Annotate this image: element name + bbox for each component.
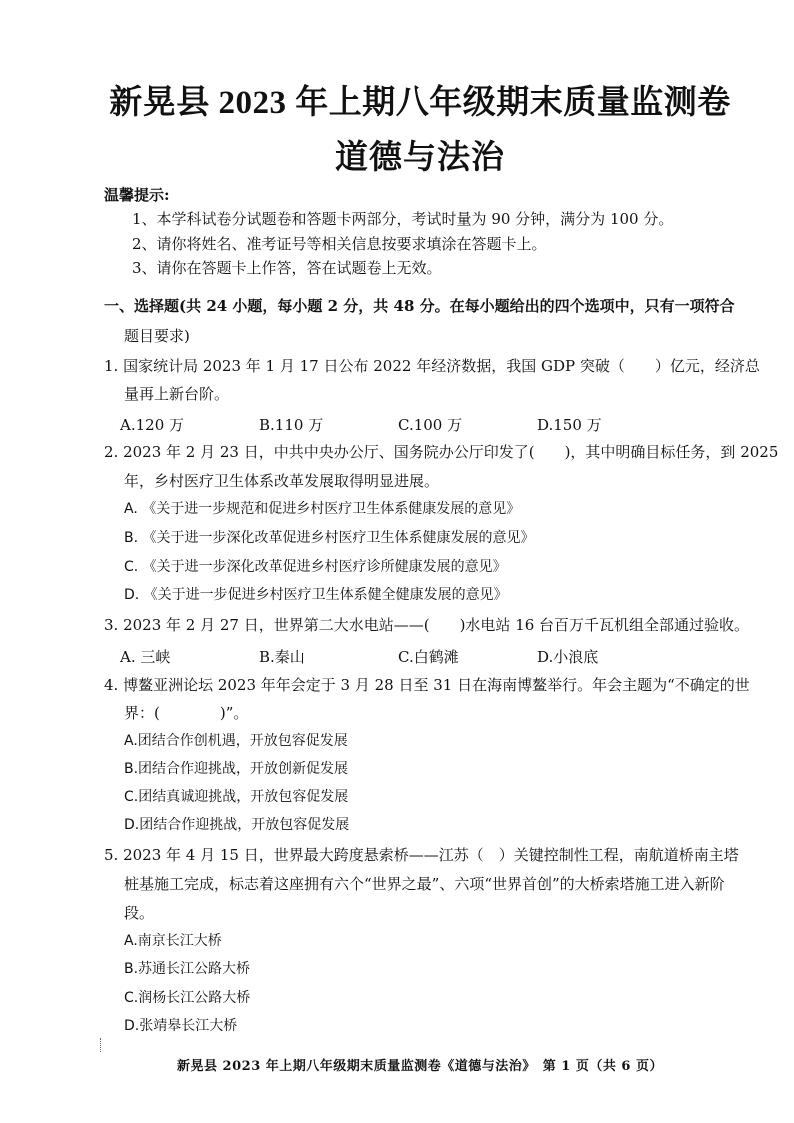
q4-option-c: C.团结真诚迎挑战，开放包容促发展 [124, 789, 349, 805]
q2-option-d: D. 《关于进一步促进乡村医疗卫生体系健全健康发展的意见》 [124, 587, 508, 603]
q5-line1: 5. 2023 年 4 月 15 日，世界最大跨度悬索桥——江苏（ ）关键控制性工程，南航道桥南主塔 [104, 846, 739, 864]
q4-line2: 界：( )”。 [124, 704, 249, 722]
notice-item-3: 3、请你在答题卡上作答，答在试题卷上无效。 [132, 259, 442, 277]
q1-option-a: A.120 万 [120, 416, 184, 434]
scan-dots [100, 1038, 103, 1052]
section-heading-line2: 题目要求) [124, 327, 190, 345]
q5-option-b: B.苏通长江公路大桥 [124, 961, 251, 977]
notice-item-1: 1、本学科试卷分试题卷和答题卡两部分，考试时量为 90 分钟，满分为 100 分。 [132, 210, 674, 228]
q5-line3: 段。 [124, 904, 155, 922]
q5-line2: 桩基施工完成，标志着这座拥有六个“世界之最”、六项“世界首创”的大桥索塔施工进入新阶 [124, 875, 725, 893]
q3-option-c: C.白鹤滩 [398, 648, 459, 666]
q3-line1: 3. 2023 年 2 月 27 日，世界第二大水电站——( )水电站 16 台百万千瓦机组全部通过验收。 [104, 616, 750, 634]
q5-option-d: D.张靖皋长江大桥 [124, 1018, 238, 1034]
q5-option-a: A.南京长江大桥 [124, 933, 222, 949]
q2-line1: 2. 2023 年 2 月 23 日，中共中央办公厅、国务院办公厅印发了( )，其中明确目标任务，到 2025 [104, 443, 779, 461]
q1-option-b: B.110 万 [259, 416, 324, 434]
page-footer: 新晃县 2023 年上期八年级期末质量监测卷《道德与法治》 第 1 页（共 6 页） [177, 1059, 663, 1074]
section-heading-line1: 一、选择题(共 24 小题，每小题 2 分，共 48 分。在每小题给出的四个选项中，只有一项符合 [104, 297, 735, 315]
q4-line1: 4. 博鳌亚洲论坛 2023 年年会定于 3 月 28 日至 31 日在海南博鳌举行。年会主题为“不确定的世 [104, 676, 750, 694]
subject-title: 道德与法治 [335, 140, 505, 176]
notice-item-2: 2、请你将姓名、准考证号等相关信息按要求填涂在答题卡上。 [132, 235, 547, 253]
q3-option-a: A. 三峡 [120, 648, 171, 666]
q1-option-c: C.100 万 [398, 416, 463, 434]
q3-option-d: D.小浪底 [537, 648, 599, 666]
q1-line2: 量再上新台阶。 [124, 385, 230, 403]
q3-option-b: B.秦山 [259, 648, 305, 666]
q2-option-c: C. 《关于进一步深化改革促进乡村医疗诊所健康发展的意见》 [124, 559, 507, 575]
q4-option-a: A.团结合作创机遇，开放包容促发展 [124, 733, 348, 749]
q1-options [120, 414, 676, 435]
q3-options [120, 646, 676, 667]
q1-option-d: D.150 万 [537, 416, 602, 434]
q2-option-a: A. 《关于进一步规范和促进乡村医疗卫生体系健康发展的意见》 [124, 501, 521, 517]
notice-heading: 温馨提示: [104, 186, 170, 204]
q2-option-b: B. 《关于进一步深化改革促进乡村医疗卫生体系健康发展的意见》 [124, 530, 535, 546]
q1-line1: 1. 国家统计局 2023 年 1 月 17 日公布 2022 年经济数据，我国 GDP 突破（ ）亿元，经济总 [104, 357, 760, 375]
q5-option-c: C.润杨长江公路大桥 [124, 990, 251, 1006]
q2-line2: 年，乡村医疗卫生体系改革发展取得明显进展。 [124, 472, 440, 490]
q4-option-b: B.团结合作迎挑战，开放创新促发展 [124, 761, 349, 777]
exam-title: 新晃县 2023 年上期八年级期末质量监测卷 [109, 85, 731, 121]
q4-option-d: D.团结合作迎挑战，开放包容促发展 [124, 817, 350, 833]
